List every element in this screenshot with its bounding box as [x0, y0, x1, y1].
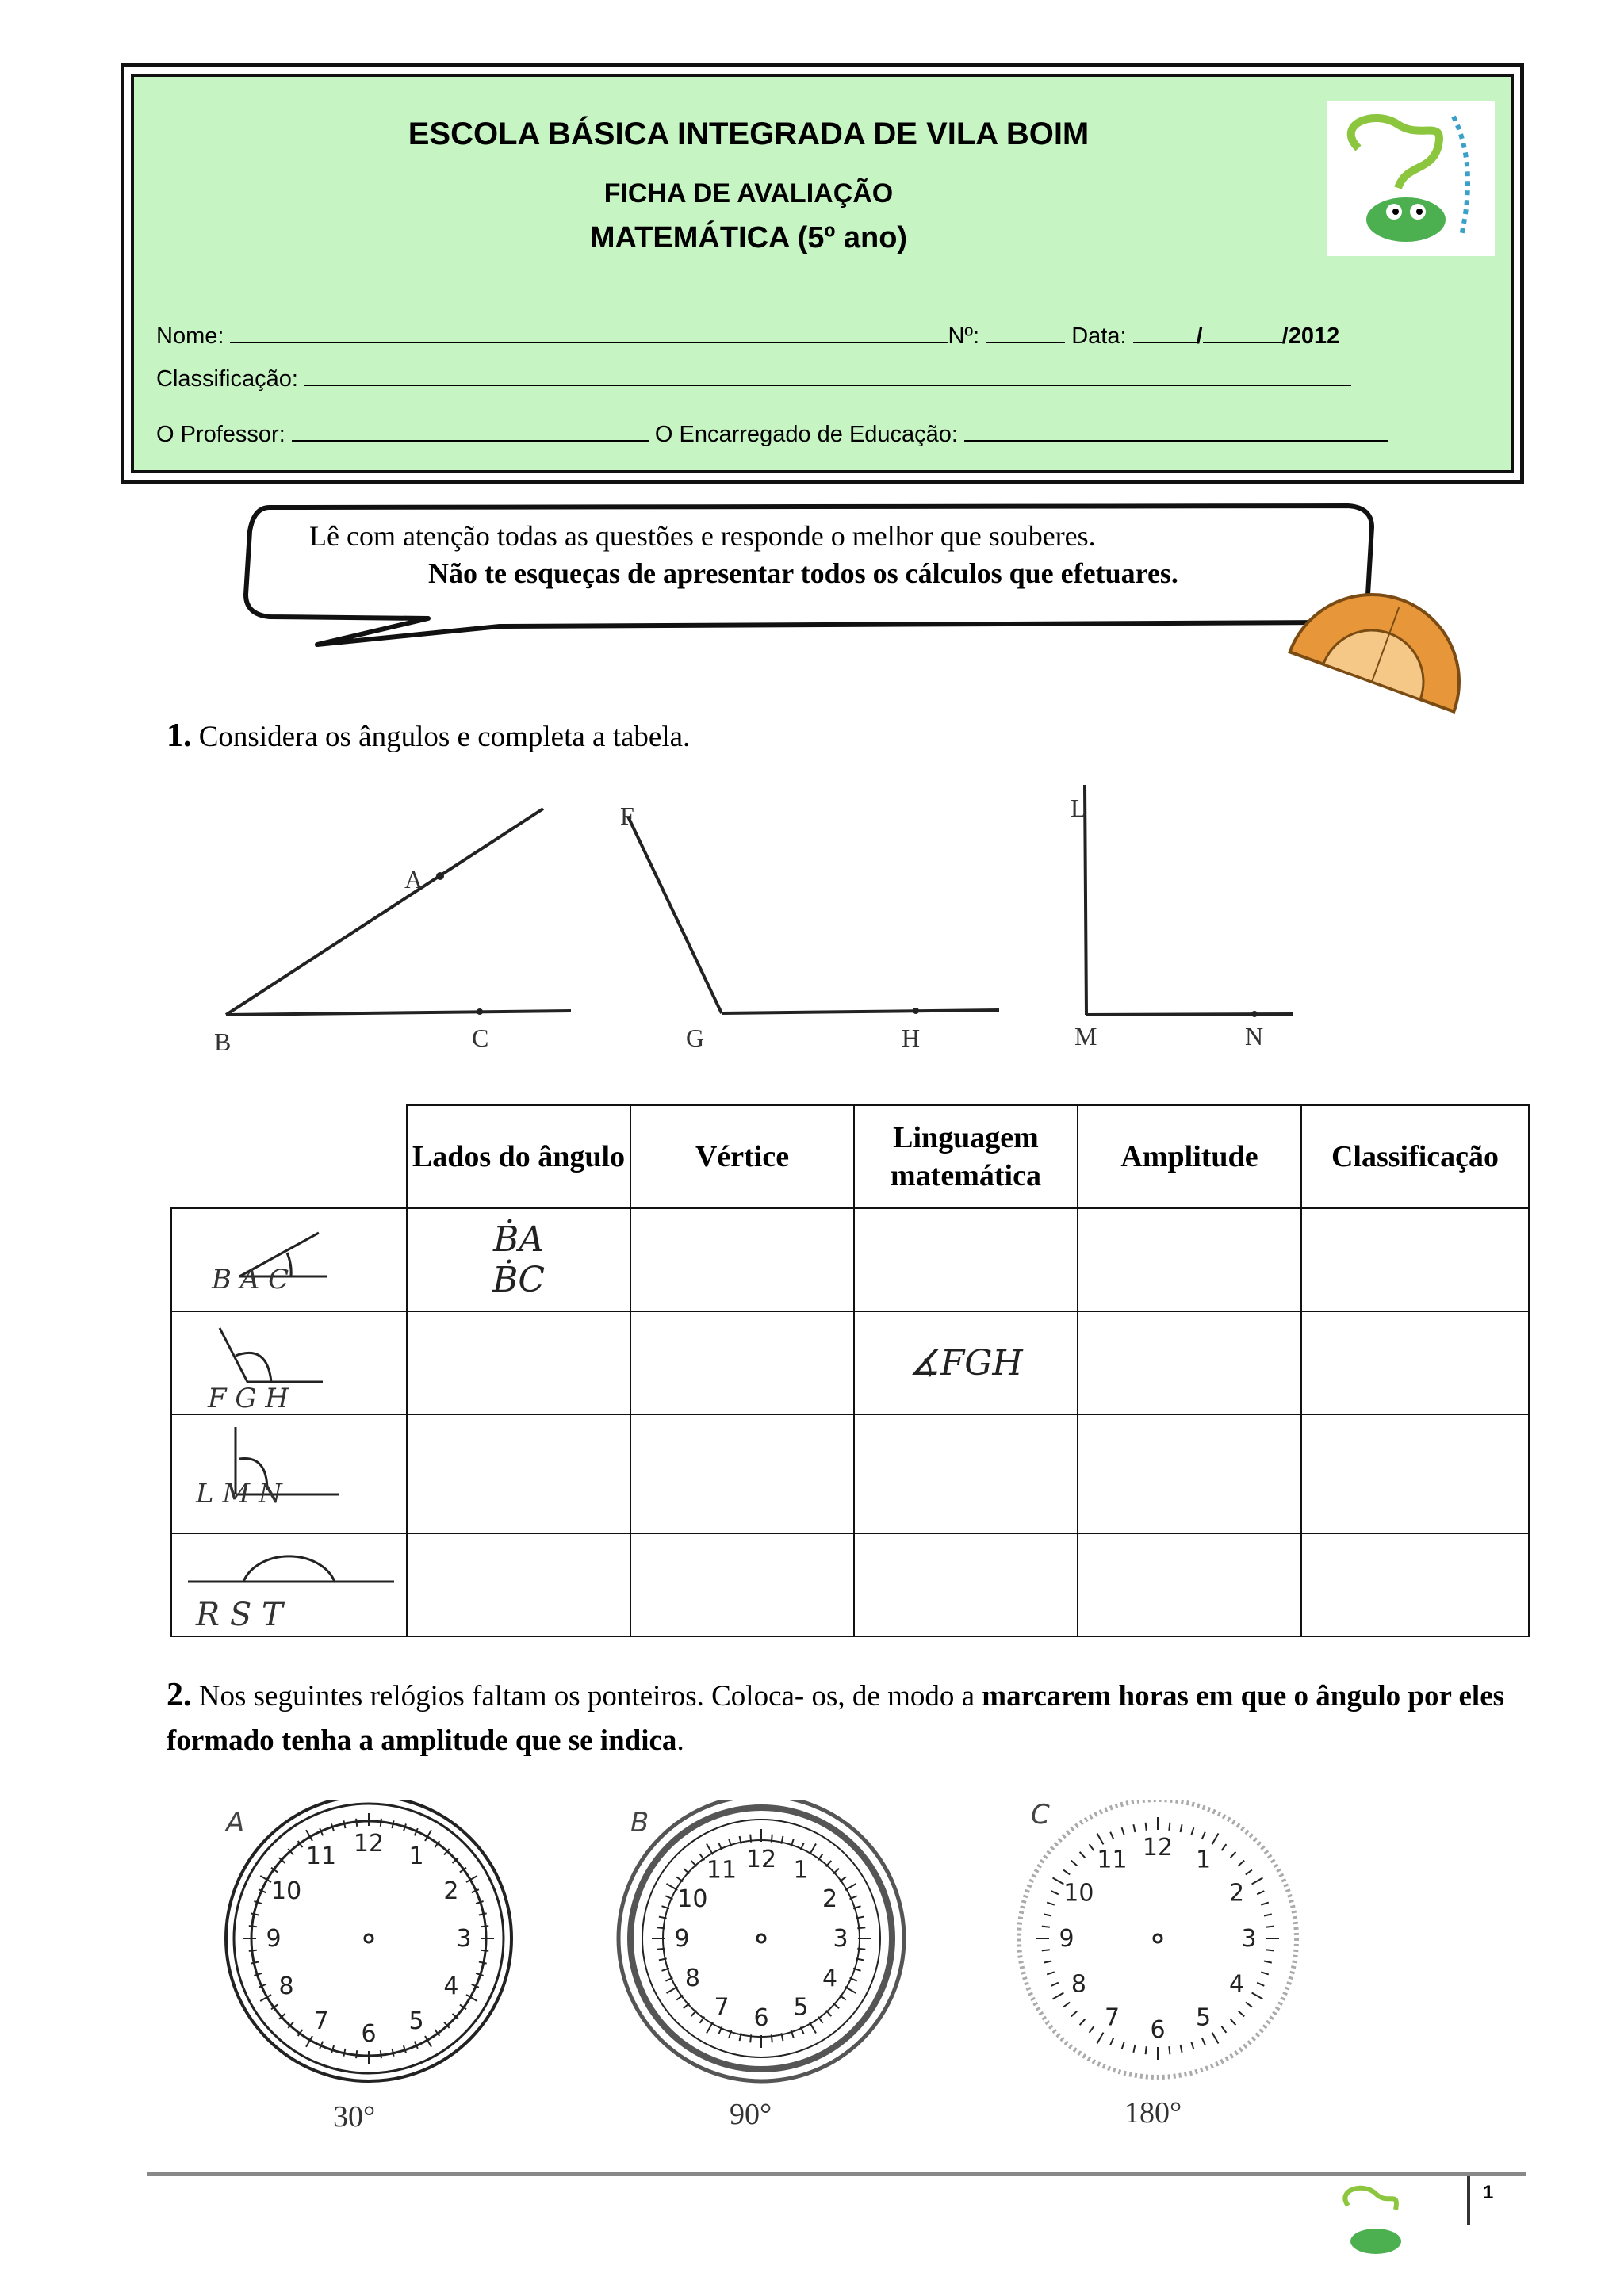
question-2-end: .: [676, 1724, 684, 1757]
clock-tick: [1181, 2045, 1182, 2053]
page-number: 1: [1483, 2182, 1494, 2203]
clock-numeral: 11: [305, 1843, 337, 1871]
signatures-line: [156, 419, 1388, 448]
icon-fgh-labels: F G H: [208, 1383, 289, 1414]
angle-rst-icon: [171, 1533, 407, 1636]
clock-tick: [1222, 2026, 1227, 2033]
cell-amplitude-rst[interactable]: [1078, 1533, 1301, 1636]
question-1: [167, 714, 690, 760]
clock-tick: [1231, 2019, 1236, 2025]
clock-tick: [1133, 2045, 1135, 2053]
label-g: G: [686, 1024, 705, 1052]
clock-c-label: C: [1031, 1800, 1050, 1831]
clock-tick: [1181, 1824, 1182, 1832]
clock-tick: [667, 1987, 678, 1993]
header-vertex: Vértice: [630, 1105, 854, 1208]
clock-tick: [1122, 1827, 1124, 1835]
clock-numeral: 7: [313, 2007, 329, 2035]
clock-tick: [810, 1844, 816, 1855]
footer-logo-icon: [1332, 2182, 1419, 2261]
clock-numeral: 5: [408, 2007, 424, 2035]
cell-sides-rst[interactable]: [407, 1533, 630, 1636]
clock-numeral: 3: [833, 1925, 848, 1953]
clock-tick: [1044, 1961, 1051, 1963]
header-panel: [131, 74, 1514, 473]
clock-numeral: 4: [443, 1973, 459, 2000]
angle-abc-ray-bc: [226, 1011, 571, 1015]
clock-tick: [251, 1962, 259, 1964]
clock-tick: [251, 1913, 259, 1915]
cell-sides-fgh[interactable]: [407, 1311, 630, 1414]
cell-class-fgh[interactable]: [1301, 1311, 1529, 1414]
clock-numeral: 10: [271, 1877, 302, 1905]
cell-notation-lmn[interactable]: [854, 1414, 1078, 1533]
clock-tick: [1047, 1903, 1055, 1905]
clock-numeral: 5: [1195, 2003, 1212, 2032]
clock-tick: [1047, 1972, 1055, 1974]
clock-a-angle: 30°: [333, 2100, 376, 2133]
clock-tick: [707, 1844, 713, 1855]
clock-tick: [1191, 2042, 1193, 2049]
clock-tick: [1257, 1891, 1264, 1894]
clock-numeral: 6: [1150, 2016, 1166, 2044]
clock-numeral: 1: [1195, 1846, 1212, 1874]
clock-b-label: B: [630, 1807, 649, 1839]
clock-tick: [1090, 1844, 1094, 1850]
clock-tick: [833, 2003, 839, 2009]
name-line: [156, 321, 1339, 350]
table-row: [171, 1533, 1529, 1636]
cell-vertex-rst[interactable]: [630, 1533, 854, 1636]
clock-numeral: 3: [1241, 1925, 1257, 1953]
clock-tick: [1071, 2011, 1077, 2017]
clock-tick: [1071, 1861, 1077, 1866]
question-1-text: Considera os ângulos e completa a tabela.: [198, 721, 691, 753]
grade-label: Classificação:: [156, 366, 298, 392]
name-field[interactable]: [230, 321, 948, 343]
footer-divider: [1467, 2176, 1470, 2225]
clock-tick: [479, 1913, 487, 1915]
header-classification: Classificação: [1301, 1105, 1529, 1208]
clock-numeral: 9: [266, 1925, 282, 1953]
clock-tick: [1261, 1972, 1269, 1974]
question-2-text: Nos seguintes relógios faltam os ponteiros. Coloca- os, de modo a: [198, 1680, 975, 1712]
clock-numeral: 7: [714, 1993, 730, 2022]
notation-fgh: ∡FGH: [909, 1342, 1023, 1383]
angles-figure: [174, 777, 1316, 1062]
clock-tick: [750, 2034, 751, 2042]
clock-tick: [1246, 1870, 1252, 1875]
icon-lmn-labels: L M N: [196, 1478, 282, 1510]
cell-amplitude-abc[interactable]: [1078, 1208, 1301, 1311]
clock-tick: [1051, 1983, 1059, 1986]
school-logo-icon: [1327, 101, 1495, 256]
number-label: Nº:: [948, 323, 980, 349]
clock-numeral: 1: [793, 1856, 809, 1885]
clock-tick: [1146, 1823, 1147, 1831]
clock-tick: [1080, 2019, 1086, 2025]
clock-numeral: 10: [677, 1885, 708, 1913]
clock-tick: [343, 2049, 345, 2057]
instruction-line-2: Não te esqueças de apresentar todos os cálculos que efetuares.: [428, 557, 1178, 589]
clock-numeral: 4: [1229, 1970, 1245, 1999]
clock-numeral: 2: [443, 1877, 459, 1905]
sheet-title: FICHA DE AVALIAÇÃO: [603, 178, 894, 209]
clock-numeral: 4: [822, 1965, 838, 1992]
clock-tick: [657, 1927, 665, 1928]
angle-fgh-ray-gh: [722, 1010, 999, 1013]
clock-tick: [1252, 1878, 1263, 1885]
label-n: N: [1245, 1022, 1264, 1050]
clock-tick: [826, 2011, 832, 2016]
clock-tick: [1264, 1961, 1272, 1963]
clock-numeral: 7: [1104, 2003, 1120, 2032]
clock-tick: [1252, 1993, 1263, 1999]
teacher-label: O Professor:: [156, 422, 285, 447]
date-separator: /: [1196, 323, 1203, 349]
label-f: F: [620, 802, 634, 830]
angle-lmn-icon: [171, 1414, 407, 1533]
clock-tick: [810, 2022, 816, 2034]
clock-tick: [845, 1884, 856, 1890]
instruction-line-1: Lê com atenção todas as questões e responde o melhor que souberes.: [309, 520, 1096, 552]
clock-numeral: 3: [456, 1925, 472, 1953]
clock-tick: [1169, 1823, 1170, 1831]
cell-class-lmn[interactable]: [1301, 1414, 1529, 1533]
cell-class-abc[interactable]: [1301, 1208, 1529, 1311]
clock-numeral: 10: [1063, 1879, 1094, 1908]
clock-tick: [1080, 1852, 1086, 1858]
clock-tick: [1146, 2046, 1147, 2054]
cell-amplitude-fgh[interactable]: [1078, 1311, 1301, 1414]
header-box: [121, 63, 1524, 484]
clock-numeral: 8: [684, 1965, 700, 1992]
clock-tick: [833, 1869, 839, 1874]
clock-b-angle: 90°: [730, 2098, 772, 2131]
cell-sides-abc[interactable]: [407, 1208, 630, 1311]
clock-tick: [1063, 1870, 1070, 1875]
clock-tick: [1110, 2038, 1113, 2045]
angle-abc-ray-ba: [226, 809, 543, 1015]
clock-numeral: 8: [1071, 1970, 1086, 1999]
clock-tick: [1169, 2046, 1170, 2054]
clock-tick: [356, 2050, 357, 2058]
clock-tick: [1133, 1824, 1135, 1832]
date-year: /2012: [1281, 323, 1340, 349]
icon-rst-labels: R S T: [196, 1597, 283, 1633]
clock-numeral: 9: [674, 1925, 690, 1953]
clock-tick: [684, 2003, 689, 2009]
table-row: [171, 1208, 1529, 1311]
clock-tick: [1044, 1914, 1051, 1915]
guardian-label: O Encarregado de Educação:: [654, 422, 958, 447]
clock-numeral: 12: [1142, 1834, 1174, 1862]
header-notation: Linguagem matemática: [854, 1105, 1078, 1208]
clock-tick: [481, 1950, 488, 1951]
clock-tick: [1212, 2033, 1219, 2044]
header-sides: Lados do ângulo: [407, 1105, 630, 1208]
label-h: H: [902, 1024, 921, 1052]
angle-lmn-ray-mn: [1086, 1014, 1293, 1015]
guardian-field[interactable]: [964, 419, 1388, 442]
clock-tick: [684, 1869, 689, 1874]
clock-tick: [1051, 1891, 1059, 1894]
cell-notation-abc[interactable]: [854, 1208, 1078, 1311]
angle-fgh-ray-gf: [628, 817, 722, 1013]
clock-tick: [1097, 1834, 1104, 1845]
clock-c-angle: 180°: [1124, 2096, 1182, 2130]
clock-tick: [249, 1950, 257, 1951]
clock-tick: [393, 2049, 394, 2057]
clock-numeral: 6: [753, 2004, 769, 2032]
clock-tick: [826, 1861, 832, 1866]
footer-rule: [147, 2172, 1526, 2176]
date-month-field[interactable]: [1203, 321, 1282, 343]
clock-tick: [750, 1835, 751, 1843]
clock-tick: [1053, 1993, 1064, 1999]
question-2-number: 2.: [167, 1677, 192, 1713]
clock-tick: [1264, 1914, 1272, 1915]
clock-numeral: 5: [793, 1993, 809, 2022]
clock-numeral: 1: [408, 1843, 424, 1871]
clock-tick: [393, 1820, 394, 1828]
cell-notation-rst[interactable]: [854, 1533, 1078, 1636]
clock-tick: [1202, 2038, 1205, 2045]
question-2-bold: marcarem horas em que o ângulo por eles formado tenha a amplitude que se indica: [167, 1680, 1505, 1757]
clock-numeral: 6: [361, 2020, 377, 2048]
cell-vertex-fgh[interactable]: [630, 1311, 854, 1414]
clock-numeral: 11: [706, 1856, 737, 1885]
clock-tick: [845, 1987, 856, 1993]
clock-tick: [691, 2011, 697, 2016]
clock-tick: [481, 1926, 488, 1927]
clock-numeral: 9: [1059, 1925, 1074, 1953]
clock-tick: [356, 1819, 357, 1827]
table-row: [171, 1414, 1529, 1533]
clock-tick: [1191, 1827, 1193, 1835]
clock-tick: [857, 1949, 865, 1950]
date-label: Data:: [1071, 323, 1127, 349]
clock-tick: [1222, 1844, 1227, 1850]
icon-abc-labels: B A C: [212, 1264, 289, 1295]
cell-vertex-lmn[interactable]: [630, 1414, 854, 1533]
number-field[interactable]: [986, 321, 1065, 343]
table-corner: [171, 1105, 407, 1208]
cell-amplitude-lmn[interactable]: [1078, 1414, 1301, 1533]
clock-numeral: 2: [822, 1885, 838, 1913]
clock-a-label: A: [226, 1807, 245, 1839]
cell-sides-lmn[interactable]: [407, 1414, 630, 1533]
clock-tick: [479, 1962, 487, 1964]
teacher-field[interactable]: [292, 419, 649, 442]
subject-title: MATEMÁTICA (5º ano): [589, 221, 908, 254]
school-name: ESCOLA BÁSICA INTEGRADA DE VILA BOIM: [408, 117, 1090, 151]
clock-tick: [1122, 2042, 1124, 2049]
clock-tick: [1110, 1832, 1113, 1839]
clock-tick: [249, 1926, 257, 1927]
clock-numeral: 11: [1097, 1846, 1128, 1874]
clock-tick: [1090, 2026, 1094, 2033]
clock-numeral: 12: [353, 1830, 385, 1858]
label-b: B: [214, 1027, 232, 1056]
label-l: L: [1071, 794, 1086, 822]
clock-tick: [707, 2022, 713, 2034]
label-c: C: [472, 1024, 489, 1052]
protractor-icon: [1277, 587, 1467, 721]
clock-numeral: 2: [1229, 1879, 1245, 1908]
cell-notation-fgh[interactable]: [854, 1311, 1078, 1414]
clock-tick: [1212, 1834, 1219, 1845]
clock-tick: [1239, 1861, 1244, 1866]
table-row: [171, 1311, 1529, 1414]
clock-tick: [1053, 1878, 1064, 1885]
clock-tick: [1261, 1903, 1269, 1905]
clock-tick: [1063, 2003, 1070, 2007]
label-m: M: [1074, 1022, 1097, 1050]
clock-tick: [1246, 2003, 1252, 2007]
name-label: Nome:: [156, 323, 224, 349]
clock-tick: [1231, 1852, 1236, 1858]
clock-tick: [1239, 2011, 1244, 2017]
date-day-field[interactable]: [1133, 321, 1197, 343]
clock-numeral: 8: [278, 1973, 294, 2000]
cell-vertex-abc[interactable]: [630, 1208, 854, 1311]
clock-tick: [657, 1949, 665, 1950]
header-amplitude: Amplitude: [1078, 1105, 1301, 1208]
cell-class-rst[interactable]: [1301, 1533, 1529, 1636]
angle-abc-icon: [171, 1208, 407, 1311]
grade-line: [156, 364, 1351, 392]
clock-tick: [343, 1820, 345, 1828]
side-bc: ḂC: [492, 1260, 545, 1300]
label-a: A: [404, 865, 423, 894]
angle-fgh-icon: [171, 1311, 407, 1414]
clock-tick: [1257, 1983, 1264, 1986]
clock-tick: [857, 1927, 865, 1928]
angles-table: [170, 1104, 1530, 1637]
clock-tick: [667, 1884, 678, 1890]
table-header-row: [171, 1105, 1529, 1208]
clock-tick: [1202, 1832, 1205, 1839]
question-2: [167, 1673, 1515, 1763]
question-1-number: 1.: [167, 718, 192, 754]
clock-tick: [1097, 2033, 1104, 2044]
clock-tick: [691, 1861, 697, 1866]
grade-field[interactable]: [304, 364, 1351, 386]
side-ba: ḂA: [492, 1219, 545, 1260]
clock-numeral: 12: [745, 1846, 777, 1873]
